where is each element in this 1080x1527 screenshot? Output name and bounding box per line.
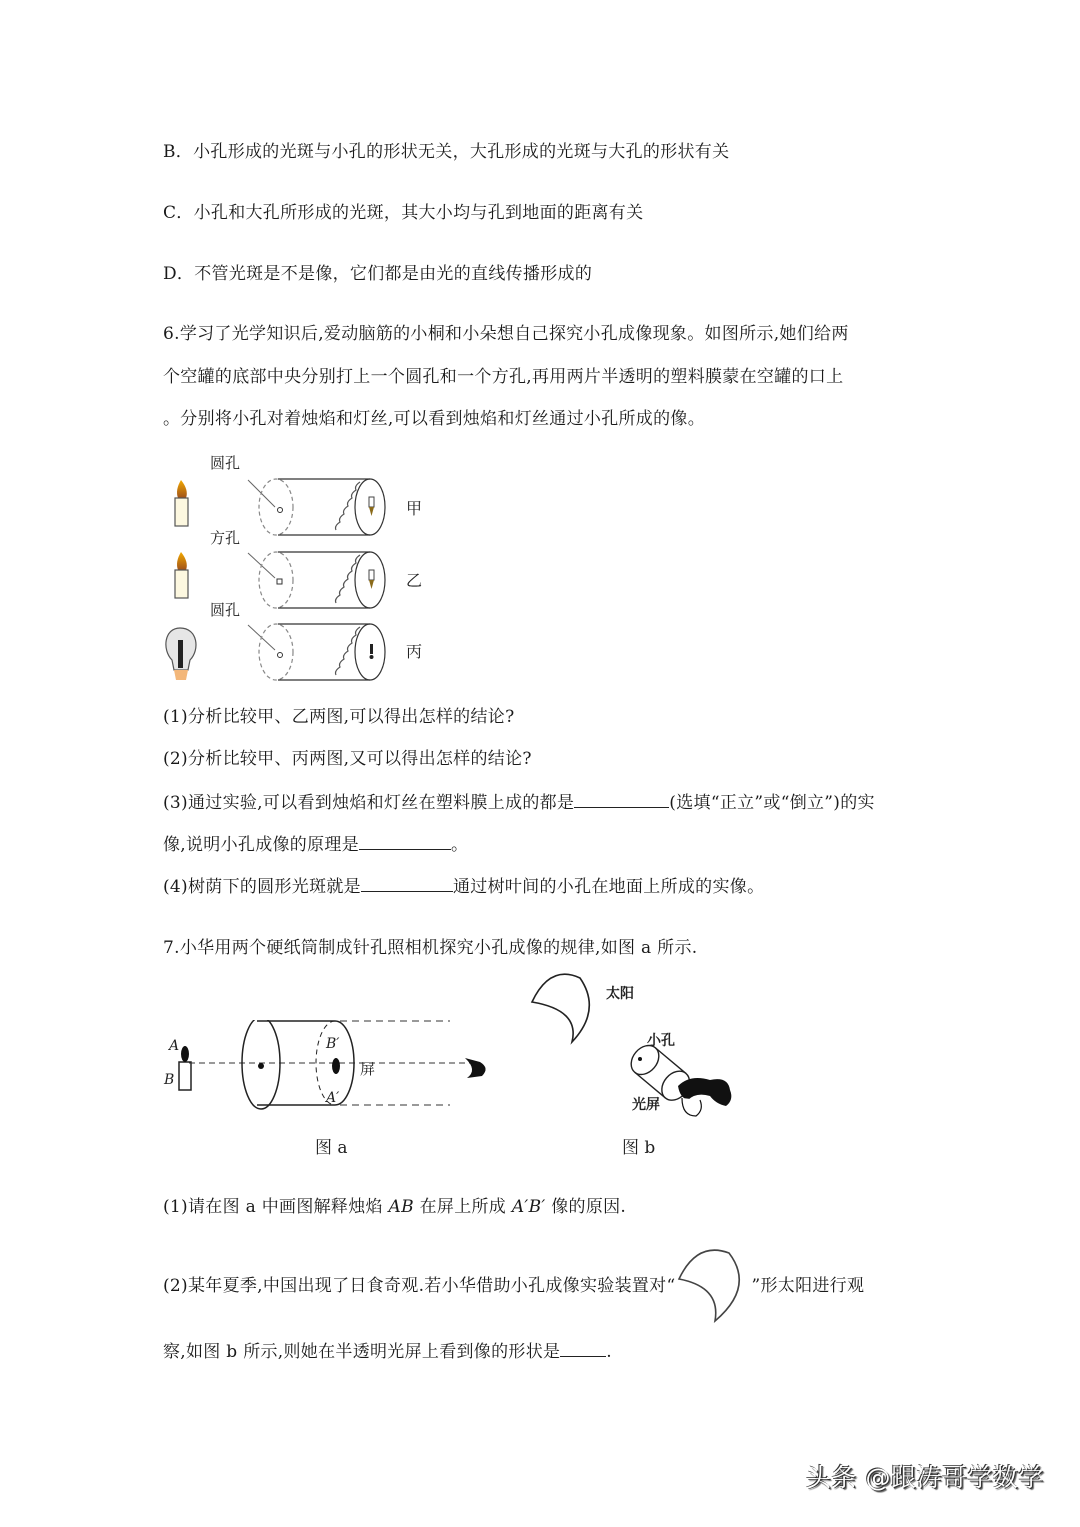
label-a-prime-b-prime: A′B′: [511, 1197, 546, 1217]
svg-text:太阳: 太阳: [606, 986, 634, 1002]
svg-text:B′: B′: [326, 1036, 340, 1052]
svg-text:光屏: 光屏: [632, 1097, 660, 1113]
candle-icon: [179, 1062, 191, 1090]
q7-sub1-text-a: (1)请在图 a 中画图解释烛焰: [163, 1197, 389, 1217]
q7-sub1-text-c: 像的原因.: [545, 1197, 627, 1217]
q6-sub3-text-c: 像,说明小孔成像的原理是: [163, 835, 360, 855]
pinhole-cans-diagram: [160, 450, 460, 690]
q6-sub3-text-b: (选填“正立”或“倒立”)的实: [669, 793, 875, 813]
row-label-bing: 丙: [406, 642, 423, 661]
q7-sub1-text-b: 在屏上所成: [413, 1197, 512, 1217]
q7-sub2-line-1: [163, 1275, 864, 1297]
candle-icon: [175, 552, 188, 598]
q6-stem-line-2: 个空罐的底部中央分别打上一个圆孔和一个方孔,再用两片半透明的塑料膜蒙在空罐的口上: [163, 367, 844, 387]
row-label-yi: 乙: [406, 571, 423, 590]
q6-sub3-text-d: 。: [451, 835, 469, 855]
answer-blank[interactable]: [574, 791, 669, 808]
q6-sub4-text-b: 通过树叶间的小孔在地面上所成的实像。: [452, 877, 765, 897]
light-bulb-icon: [166, 628, 196, 680]
candle-icon: [175, 480, 188, 526]
answer-blank[interactable]: [560, 1340, 606, 1357]
q7-sub2-text-c: 察,如图 b 所示,则她在半透明光屏上看到像的形状是: [163, 1342, 561, 1362]
svg-text:图 a: 图 a: [315, 1138, 348, 1158]
q6-sub3-line-1: [163, 791, 875, 814]
option-c: C．小孔和大孔所形成的光斑，其大小均与孔到地面的距离有关: [163, 203, 644, 223]
answer-blank[interactable]: [359, 833, 451, 850]
svg-text:小孔: 小孔: [647, 1033, 675, 1049]
hole-label: 圆孔: [210, 601, 241, 619]
q6-sub1: (1)分析比较甲、乙两图,可以得出怎样的结论?: [163, 707, 515, 727]
option-d: D．不管光斑是不是像，它们都是由光的直线传播形成的: [163, 264, 593, 284]
watermark: 头条 @跟涛哥学数学: [806, 1463, 1044, 1492]
q6-sub4-text-a: (4)树荫下的圆形光斑就是: [163, 877, 361, 897]
q6-stem-line-1: 6.学习了光学知识后,爱动脑筋的小桐和小朵想自己探究小孔成像现象。如图所示,她们给两: [163, 324, 849, 344]
q7-sub1: [163, 1196, 626, 1218]
q7-sub2-text-a: (2)某年夏季,中国出现了日食奇观.若小华借助小孔成像实验装置对“: [163, 1276, 676, 1296]
svg-text:屏: 屏: [360, 1060, 376, 1078]
hole-label: 圆孔: [210, 454, 241, 472]
q6-sub2: (2)分析比较甲、丙两图,又可以得出怎样的结论?: [163, 749, 532, 769]
q7-figure-b: [520, 970, 750, 1165]
q6-stem-line-3: 。分别将小孔对着烛焰和灯丝,可以看到烛焰和灯丝通过小孔所成的像。: [163, 409, 706, 429]
q6-sub3-text-a: (3)通过实验,可以看到烛焰和灯丝在塑料膜上成的都是: [163, 793, 575, 813]
crescent-sun-inline: [675, 1277, 751, 1297]
crescent-sun-icon: [532, 974, 589, 1042]
svg-text:A′: A′: [326, 1090, 340, 1106]
q7-stem: 7.小华用两个硬纸筒制成针孔照相机探究小孔成像的规律,如图 a 所示.: [163, 938, 698, 958]
svg-text:A: A: [169, 1038, 180, 1054]
q6-figure: [160, 450, 460, 690]
svg-text:图 b: 图 b: [622, 1138, 656, 1158]
q6-sub4: [163, 875, 764, 898]
crescent-sun-icon: [675, 1247, 751, 1327]
row-label-jia: 甲: [406, 499, 423, 518]
label-ab: AB: [388, 1197, 414, 1217]
q7-figure-a: [160, 1020, 520, 1165]
q6-sub3-line-2: [163, 833, 468, 856]
eye-icon: [465, 1058, 486, 1078]
hole-label: 方孔: [210, 529, 241, 547]
option-b: B．小孔形成的光斑与小孔的形状无关，大孔形成的光斑与大孔的形状有关: [163, 142, 730, 162]
pinhole-camera-diagram: [160, 1020, 520, 1165]
solar-eclipse-pinhole-diagram: [520, 970, 750, 1165]
svg-text:B: B: [164, 1072, 175, 1088]
q7-sub2-text-b: ”形太阳进行观: [751, 1276, 865, 1296]
answer-blank[interactable]: [361, 875, 453, 892]
q7-sub2-line-2: [163, 1340, 612, 1363]
q7-sub2-text-d: .: [606, 1342, 613, 1362]
